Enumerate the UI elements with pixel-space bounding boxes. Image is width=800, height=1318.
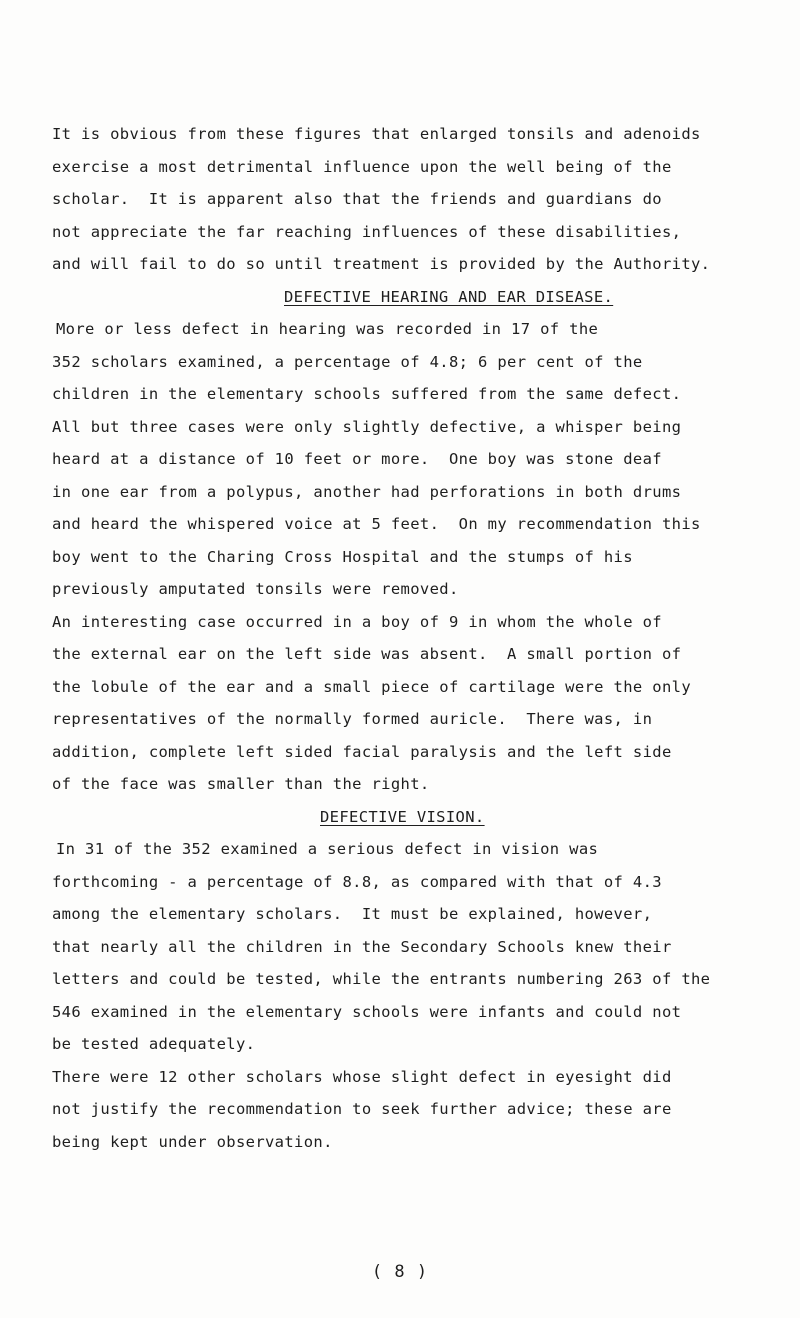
text-line: forthcoming - a percentage of 8.8, as compared with that of 4.3	[52, 872, 662, 891]
text-line: among the elementary scholars. It must be explained, however,	[52, 905, 653, 923]
text-line: not justify the recommendation to seek further advice; these are	[52, 1100, 672, 1118]
heading-defective-vision	[52, 801, 772, 834]
document-body	[52, 118, 772, 1158]
text-line: previously amputated tonsils were removed.	[52, 580, 459, 598]
text-line: children in the elementary schools suffered from the same defect.	[52, 385, 682, 403]
text-line: be tested adequately.	[52, 1035, 256, 1053]
heading-defective-hearing	[52, 281, 772, 314]
text-line: the external ear on the left side was absent. A small portion of	[52, 645, 682, 663]
text-line: and will fail to do so until treatment is provided by the Authority.	[52, 255, 711, 273]
paragraph-tonsils	[52, 118, 772, 281]
text-line: that nearly all the children in the Secondary Schools knew their	[52, 937, 672, 956]
text-line: of the face was smaller than the right.	[52, 775, 430, 793]
text-line: addition, complete left sided facial paralysis and the left side	[52, 742, 672, 761]
page-number: ( 8 )	[371, 1262, 429, 1282]
text-line: All but three cases were only slightly defective, a whisper being	[52, 417, 682, 436]
paragraph-observation	[52, 1061, 772, 1159]
heading-text: DEFECTIVE VISION.	[320, 807, 485, 826]
text-line: It is obvious from these figures that enlarged tonsils and adenoids	[52, 125, 701, 143]
text-line: representatives of the normally formed auricle. There was, in	[52, 710, 653, 728]
text-line: An interesting case occurred in a boy of 9 in whom the whole of	[52, 612, 662, 631]
text-line: There were 12 other scholars whose slight defect in eyesight did	[52, 1067, 672, 1086]
paragraph-hearing	[52, 313, 772, 606]
text-line: scholar. It is apparent also that the friends and guardians do	[52, 190, 662, 208]
heading-text: DEFECTIVE HEARING AND EAR DISEASE.	[284, 287, 614, 306]
text-line: heard at a distance of 10 feet or more. One boy was stone deaf	[52, 450, 662, 468]
text-line: in one ear from a polypus, another had perforations in both drums	[52, 482, 682, 501]
paragraph-vision	[52, 833, 772, 1061]
text-line: and heard the whispered voice at 5 feet. On my recommendation this	[52, 515, 701, 533]
paragraph-ear-case	[52, 606, 772, 801]
text-line: letters and could be tested, while the entrants numbering 263 of the	[52, 970, 711, 988]
text-line: boy went to the Charing Cross Hospital and the stumps of his	[52, 547, 633, 566]
text-line: being kept under observation.	[52, 1132, 333, 1151]
text-line: In 31 of the 352 examined a serious defect in vision was	[56, 840, 599, 858]
text-line: More or less defect in hearing was recorded in 17 of the	[56, 320, 599, 338]
text-line: exercise a most detrimental influence upon the well being of the	[52, 157, 672, 176]
text-line: the lobule of the ear and a small piece of cartilage were the only	[52, 677, 691, 696]
text-line: not appreciate the far reaching influences of these disabilities,	[52, 222, 682, 241]
text-line: 352 scholars examined, a percentage of 4.8; 6 per cent of the	[52, 352, 643, 371]
text-line: 546 examined in the elementary schools were infants and could not	[52, 1002, 682, 1021]
